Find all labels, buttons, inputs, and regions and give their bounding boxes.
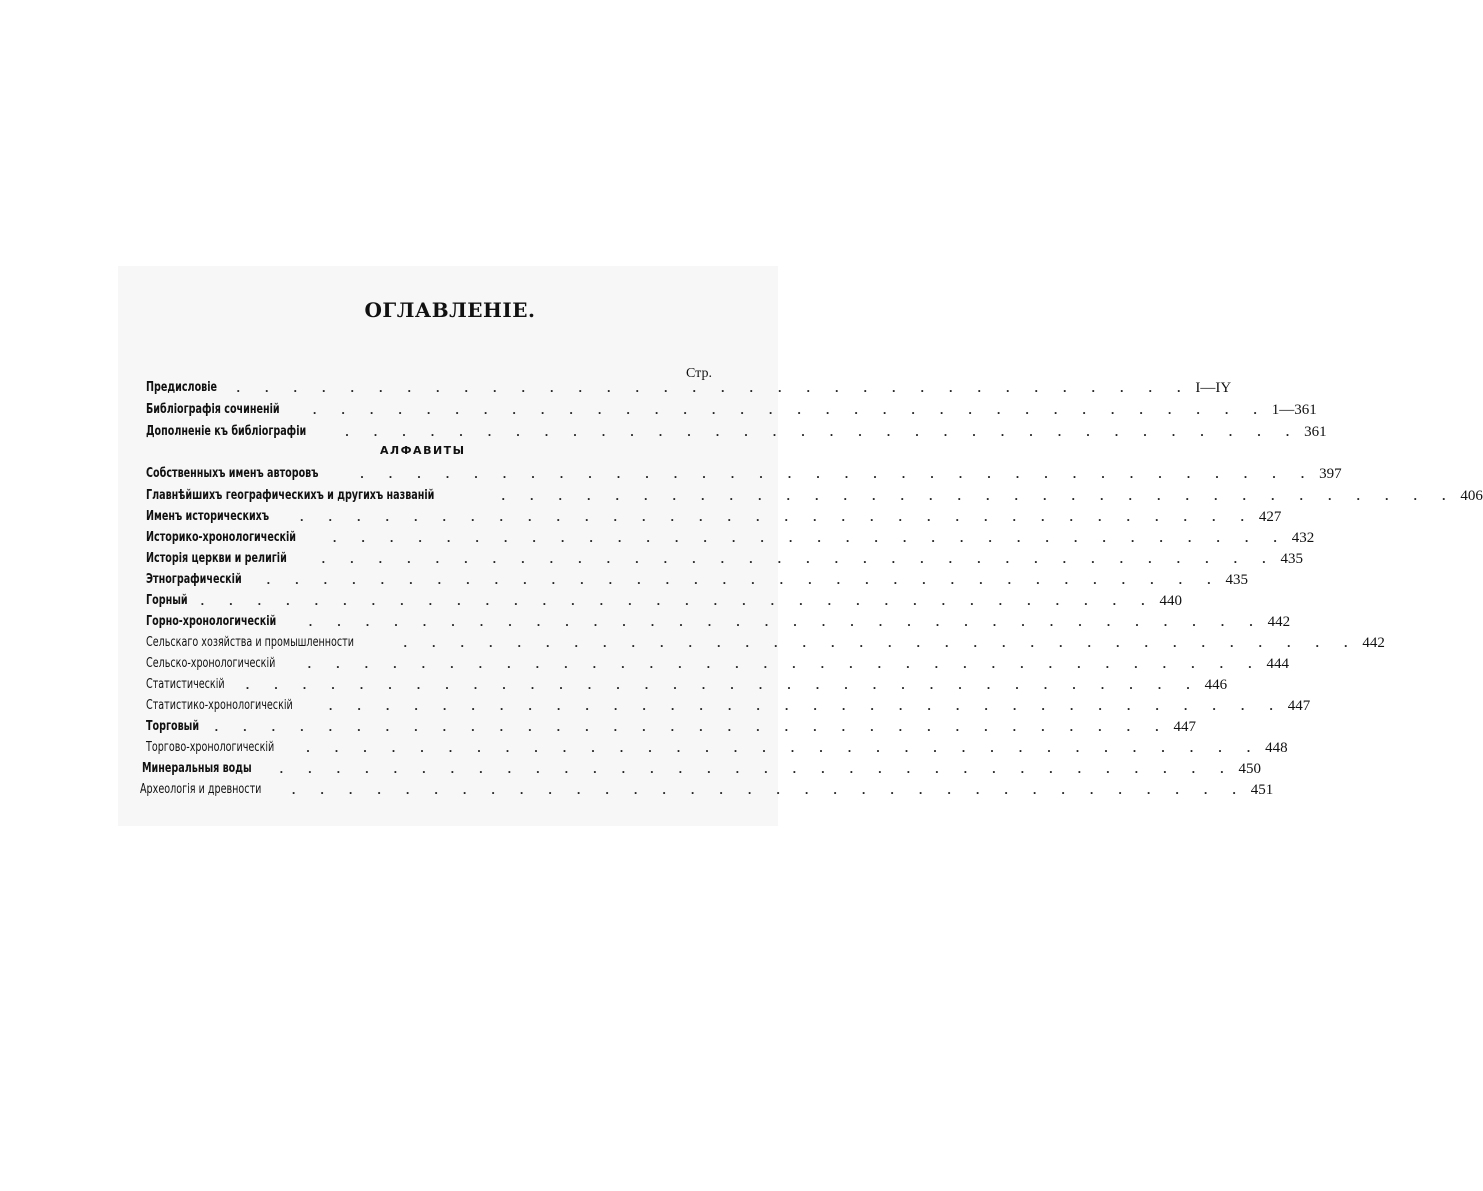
toc-entry-page: 432 [1291, 530, 1315, 546]
toc-entry-page: 406 [1460, 488, 1483, 504]
leader-dots: . . . . . . . . . . . . . . . . . . . . . . . . . . . . . . . . . . [321, 551, 1277, 566]
toc-entry-label: Горно-хронологическій [146, 614, 277, 629]
toc-entry-label: Торгово-хронологическій [146, 740, 275, 755]
toc-entry [146, 675, 1228, 695]
toc-entry [146, 717, 1196, 737]
page-column-label: Стр. [686, 366, 712, 381]
toc-entry-label: Именъ историческихъ [146, 509, 270, 524]
toc-entry-page: 447 [1287, 698, 1311, 714]
toc-entry-page: 435 [1280, 551, 1303, 567]
toc-entry-page: 440 [1159, 593, 1182, 609]
toc-entry-page: 361 [1304, 424, 1327, 440]
toc-entry [146, 654, 1289, 674]
toc-entry-label: Горный [146, 593, 188, 608]
leader-dots: . . . . . . . . . . . . . . . . . . . . . . . . . . . . . . . . . . [236, 380, 1192, 395]
leader-dots: . . . . . . . . . . . . . . . . . . . . . . . . . . . . . . . . . . [306, 740, 1262, 755]
toc-entry-label: Главнѣйшихъ географическихъ и другихъ названій [146, 488, 435, 503]
toc-entry [146, 549, 1303, 569]
toc-entry [146, 591, 1182, 611]
leader-dots: . . . . . . . . . . . . . . . . . . . . . . . . . . . . . . . . . . [200, 593, 1156, 608]
leader-dots: . . . . . . . . . . . . . . . . . . . . . . . . . . . . . . . . . . [345, 424, 1301, 439]
toc-entry-label: Этнографическій [146, 572, 242, 587]
toc-entry [146, 378, 1232, 398]
leader-dots: . . . . . . . . . . . . . . . . . . . . . . . . . . . . . . . . . . [279, 761, 1235, 776]
toc-entry [146, 612, 1291, 632]
toc-entry-page: 1—361 [1271, 402, 1317, 418]
page-title: ОГЛАВЛЕНІЕ. [364, 298, 536, 322]
toc-entry-label: Статистико-хронологическій [146, 698, 293, 713]
leader-dots: . . . . . . . . . . . . . . . . . . . . . . . . . . . . . . . . . . [308, 614, 1264, 629]
leader-dots: . . . . . . . . . . . . . . . . . . . . . . . . . . . . . . . . . . [332, 530, 1288, 545]
leader-dots: . . . . . . . . . . . . . . . . . . . . . . . . . . . . . . . . . . [360, 466, 1316, 481]
toc-entry-page: 427 [1258, 509, 1282, 525]
toc-entry-label: Статистическій [146, 677, 225, 692]
toc-entry-page: 435 [1225, 572, 1248, 588]
leader-dots: . . . . . . . . . . . . . . . . . . . . . . . . . . . . . . . . . . [501, 488, 1457, 503]
leader-dots: . . . . . . . . . . . . . . . . . . . . . . . . . . . . . . . . . . [300, 509, 1255, 524]
toc-entry-label: Исторія церкви и религій [146, 551, 287, 566]
toc-entry-label: Собственныхъ именъ авторовъ [146, 466, 319, 481]
toc-entry [146, 570, 1248, 590]
toc-entry [146, 528, 1315, 548]
leader-dots: . . . . . . . . . . . . . . . . . . . . . . . . . . . . . . . . . . [266, 572, 1222, 587]
toc-entry [146, 486, 1483, 506]
toc-entry [146, 400, 1317, 420]
leader-dots: . . . . . . . . . . . . . . . . . . . . . . . . . . . . . . . . . . [245, 677, 1201, 692]
toc-entry-page: 448 [1265, 740, 1288, 756]
toc-entry-page: 444 [1266, 656, 1289, 672]
leader-dots: . . . . . . . . . . . . . . . . . . . . . . . . . . . . . . . . . . [214, 719, 1170, 734]
toc-entry-label: Сельскаго хозяйства и промышленности [146, 635, 354, 650]
leader-dots: . . . . . . . . . . . . . . . . . . . . . . . . . . . . . . . . . . [312, 402, 1268, 417]
toc-entry-page: 451 [1250, 782, 1274, 798]
toc-entry-label: Библіографія сочиненій [146, 402, 280, 417]
toc-entry [146, 422, 1327, 442]
toc-entry-label: Археологія и древности [140, 782, 262, 797]
leader-dots: . . . . . . . . . . . . . . . . . . . . . . . . . . . . . . . . . . [292, 782, 1247, 797]
toc-entry [146, 633, 1385, 653]
toc-entry [142, 759, 1262, 779]
toc-entry-page: 450 [1238, 761, 1262, 777]
toc-entry [146, 464, 1342, 484]
toc-entry-label: Предисловіе [146, 380, 218, 395]
toc-entry-page: 397 [1319, 466, 1342, 482]
toc-entry [146, 738, 1288, 758]
toc-entry-page: I—IY [1195, 380, 1232, 396]
toc-entry [140, 780, 1274, 800]
section-heading-alphabets: АЛФАВИТЫ [380, 444, 466, 457]
toc-entry-label: Минеральныя воды [142, 761, 252, 776]
leader-dots: . . . . . . . . . . . . . . . . . . . . . . . . . . . . . . . . . . [328, 698, 1284, 713]
toc-entry-label: Дополненіе къ библіографіи [146, 424, 307, 439]
toc-entry-label: Торговый [146, 719, 200, 734]
toc-entry-label: Историко-хронологическій [146, 530, 297, 545]
toc-entry-page: 447 [1173, 719, 1196, 735]
toc-entry-page: 442 [1362, 635, 1385, 651]
toc-entry [146, 696, 1311, 716]
toc-entry [146, 507, 1282, 527]
leader-dots: . . . . . . . . . . . . . . . . . . . . . . . . . . . . . . . . . . [307, 656, 1263, 671]
toc-entry-page: 442 [1267, 614, 1291, 630]
leader-dots: . . . . . . . . . . . . . . . . . . . . . . . . . . . . . . . . . . [403, 635, 1359, 650]
toc-entry-label: Сельско-хронологическій [146, 656, 276, 671]
toc-entry-page: 446 [1204, 677, 1228, 693]
